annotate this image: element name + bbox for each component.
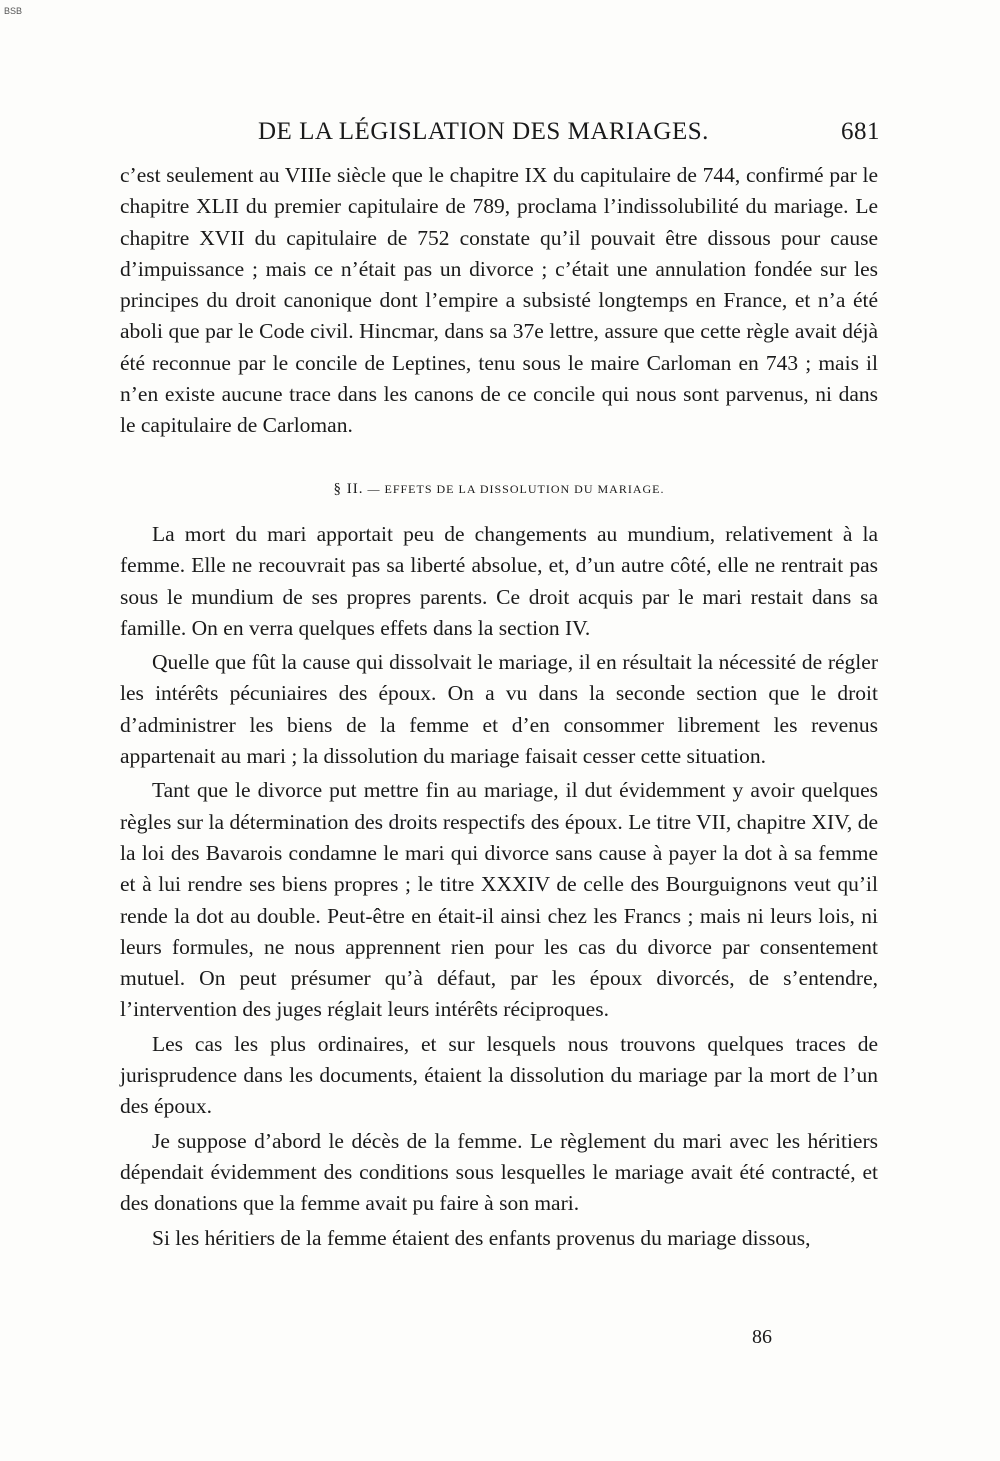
section-title: — EFFETS DE LA DISSOLUTION DU MARIAGE. — [367, 481, 665, 496]
paragraph-continued: c’est seulement au VIIIe siècle que le chapitre IX du capitulaire de 744, confirmé par le chapitre XLII du premier capitulaire de 789, proclama l’indissolubilité du mariage. Le chapitre XVII du capitulaire de 752 constate qu’il pouvait être dissous pour cause d’impuissance ; mais ce n’était pas un divorce ; c’était une annulation fondée sur les principes du droit canonique dont l’empire a subsisté longtemps en France, et n’a été aboli que par le Code civil. Hincmar, dans sa 37e lettre, assure que cette règle avait déjà été reconnue par le concile de Leptines, tenu sous le maire Carloman en 743 ; mais il n’en existe aucune trace dans les canons de ce concile qui nous sont parvenus, ni dans le capitulaire de Carloman. — [120, 163, 878, 438]
running-title: DE LA LÉGISLATION DES MARIAGES. — [258, 118, 709, 145]
section-number: § II. — [333, 480, 364, 497]
paragraph: La mort du mari apportait peu de changements au mundium, relativement à la femme. Elle ne recouvrait pas sa liberté absolue, et, d’un autre côté, elle ne rentrait pas sous le mundium de ses propres parents. Ce droit acquis par le mari restait dans sa famille. On en verra quelques effets dans la section IV. — [120, 521, 878, 640]
section-heading — [120, 474, 878, 505]
paragraph: Si les héritiers de la femme étaient des enfants provenus du mariage dissous, — [152, 1225, 811, 1250]
paragraph: Je suppose d’abord le décès de la femme. Le règlement du mari avec les héritiers dépendait évidemment des conditions sous lesquelles le mariage avait été contracté, et des donations que la femme avait pu faire à son mari. — [120, 1128, 878, 1216]
library-stamp: BSB — [4, 6, 23, 16]
page-number: 681 — [841, 118, 880, 145]
paragraph: Les cas les plus ordinaires, et sur lesquels nous trouvons quelques traces de jurisprudence dans les documents, étaient la dissolution du mariage par la mort de l’un des époux. — [120, 1031, 878, 1119]
paragraph: Tant que le divorce put mettre fin au mariage, il dut évidemment y avoir quelques règles sur la détermination des droits respectifs des époux. Le titre VII, chapitre XIV, de la loi des Bavarois condamne le mari qui divorce sans cause à payer la dot à sa femme et à lui rendre ses biens propres ; le titre XXXIV de celle des Bourguignons veut qu’il rende la dot au double. Peut-être en était-il ainsi chez les Francs ; mais ni leurs lois, ni leurs formules, ne nous apprennent rien pour les cas du divorce par consentement mutuel. On peut présumer qu’à défaut, par les époux divorcés, de s’entendre, l’intervention des juges réglait leurs intérêts réciproques. — [120, 778, 878, 1022]
body-text — [120, 160, 878, 1254]
signature-mark: 86 — [752, 1326, 772, 1348]
paragraph: Quelle que fût la cause qui dissolvait le mariage, il en résultait la nécessité de régler les intérêts pécuniaires des époux. On a vu dans la seconde section que le droit d’administrer les biens de la femme et d’en consommer librement les revenus appartenait au mari ; la dissolution du mariage faisait cesser cette situation. — [120, 650, 878, 769]
